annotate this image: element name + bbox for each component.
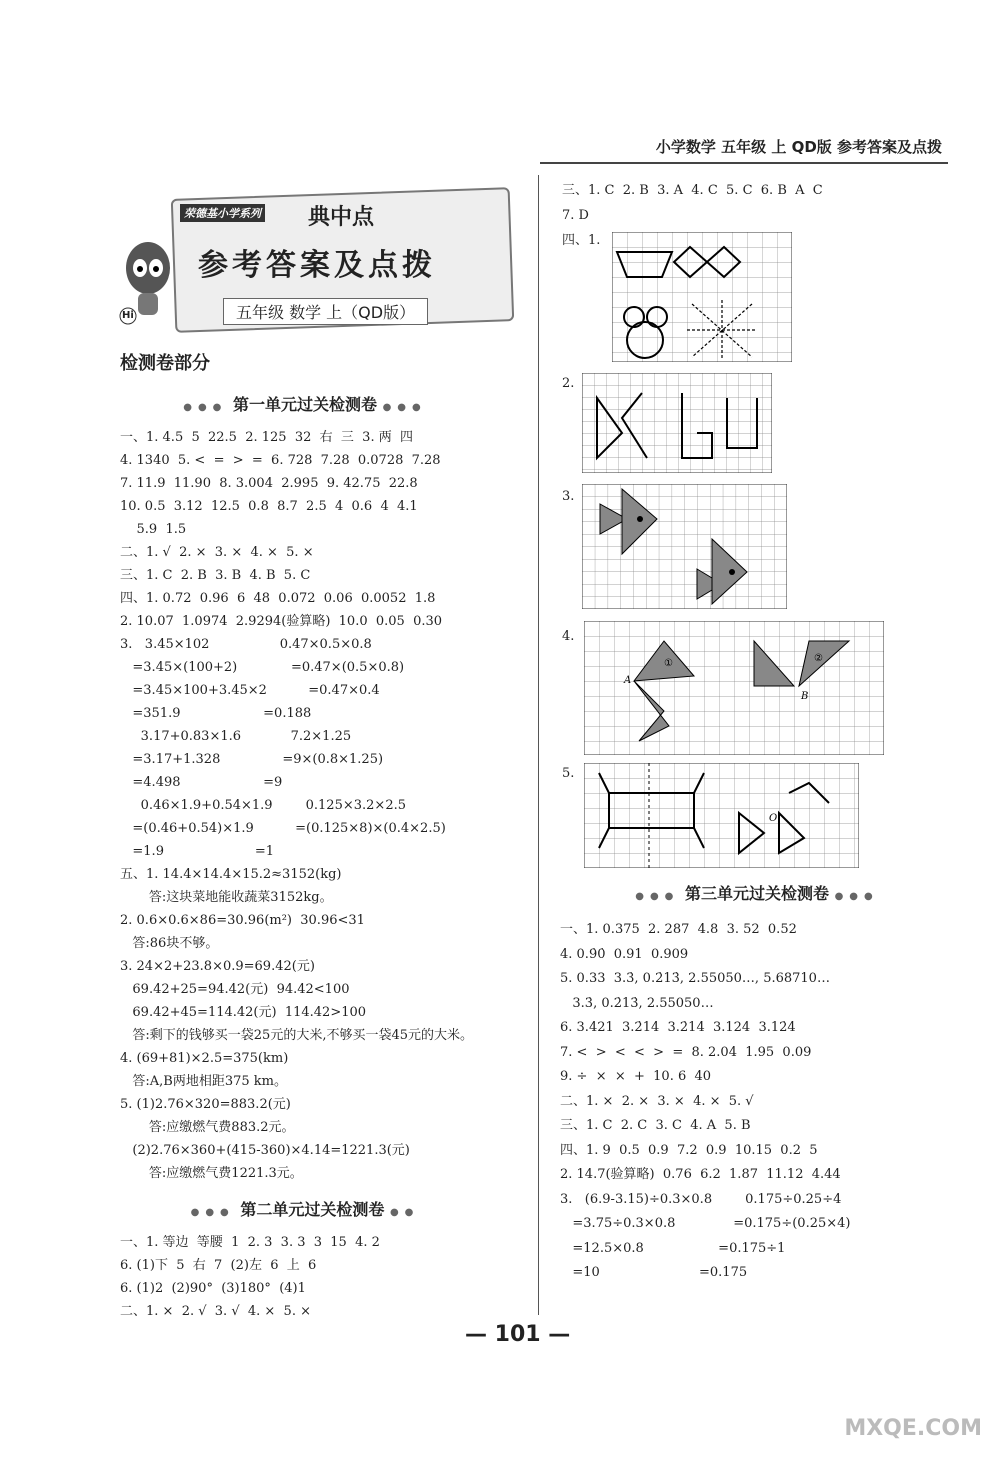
figure-2: [582, 373, 772, 473]
unit1-answers: [120, 426, 520, 1185]
banner-title: 参考答案及点拨: [198, 248, 436, 283]
answer-line: (2)2.76×360+(415-360)×4.14=1221.3(元): [120, 1143, 410, 1158]
answer-line: 五、1. 14.4×14.4×15.2≈3152(kg): [120, 867, 342, 882]
banner: [118, 188, 518, 338]
answer-line: =3.17+1.328 =9×(0.8×1.25): [120, 752, 384, 767]
answer-line: 6. 3.421 3.2̇14̇ 3.2̇14̇ 3.124 3.12̇4̇: [560, 1020, 796, 1035]
unit3-title: [592, 882, 922, 908]
fig1-label: 四、1.: [562, 233, 601, 248]
answer-line: 四、1. 0.72 0.96 6 48 0.072 0.06 0.0052 1.8: [120, 591, 436, 606]
answer-line: =10 =0.175: [560, 1265, 748, 1280]
answer-line: =3.75÷0.3×0.8 =0.175÷(0.25×4): [560, 1216, 851, 1231]
dots-icon: ●●●: [190, 1207, 235, 1218]
answer-line: 二、1. × 2. √ 3. √ 4. × 5. ×: [120, 1304, 311, 1319]
fig5-label: 5.: [562, 766, 575, 781]
answer-line: 5. 0.33 3.3̇, 0.2̇13̇, 2.55050…, 5.68710…: [560, 971, 830, 986]
answer-line: 4. 1340 5. < = > = 6. 728 7.28 0.0728 7.28: [120, 453, 441, 468]
answer-line: =(0.46+0.54)×1.9 =(0.125×8)×(0.4×2.5): [120, 821, 446, 836]
answer-line: 一、1. 等边 等腰 1 2. 3 3. 3 3 15 4. 2: [120, 1235, 380, 1250]
answer-line: 答:剩下的钱够买一袋25元的大米,不够买一袋45元的大米。: [120, 1028, 473, 1043]
shape-1-label: ①: [664, 658, 673, 669]
fig2-label: 2.: [562, 376, 575, 391]
unit2-title: [140, 1198, 470, 1224]
answer-line: 7. < > < < > = 8. 2.04 1.95 0.09: [560, 1044, 812, 1060]
answer-line: =1.9 =1: [120, 844, 275, 859]
answer-line: 三、1. C 2. B 3. A 4. C 5. C 6. B A C: [562, 183, 823, 198]
answer-line: 6. (1)下 5 右 7 (2)左 6 上 6: [120, 1258, 317, 1273]
figure-5: [584, 763, 859, 868]
answer-line: 一、1. 0.375 2. 287 4.8 3. 52 0.52: [560, 922, 797, 937]
answer-line: 0.46×1.9+0.54×1.9 0.125×3.2×2.5: [120, 798, 406, 813]
answer-line: 6. (1)2 (2)90° (3)180° (4)1: [120, 1281, 306, 1296]
dots-icon: ●●●: [834, 891, 879, 902]
answer-line: 3.3̇, 0.2̇13̇, 2.55050…: [560, 995, 714, 1011]
page-number: — 101 —: [465, 1322, 571, 1347]
unit2-answers: [120, 1231, 520, 1323]
point-a-label: A: [624, 675, 632, 686]
answer-line: 3.17+0.83×1.6 7.2×1.25: [120, 729, 352, 744]
answer-line: 9. ÷ × × + 10. 6 40: [560, 1069, 712, 1084]
dots-icon: ●●●: [635, 891, 680, 902]
answer-line: 二、1. √ 2. × 3. × 4. × 5. ×: [120, 545, 314, 560]
answer-line: =351.9 =0.188: [120, 706, 312, 721]
answer-line: 答:应缴燃气费883.2元。: [120, 1120, 295, 1135]
point-o-label: O: [769, 813, 778, 824]
answer-line: 69.42+45=114.42(元) 114.42>100: [120, 1005, 367, 1020]
answer-line: 答:86块不够。: [120, 936, 219, 951]
answer-line: 2. 14.7(验算略) 0.76 6.2 1.87 11.12 4.44: [560, 1167, 841, 1182]
header-rule: [540, 162, 948, 164]
point-b-label: B: [801, 691, 809, 702]
answer-line: 一、1. 4.5 5 22.5 2. 125 32 右 三 3. 两 四: [120, 430, 413, 445]
answer-line: 3. 24×2+23.8×0.9=69.42(元): [120, 959, 315, 974]
unit3-title-text: 第三单元过关检测卷: [684, 884, 829, 903]
answer-line: 4. (69+81)×2.5=375(km): [120, 1051, 289, 1066]
answer-line: 10. 0.5 3.12 12.5 0.8 8.7 2.5 4 0.6 4 4.1: [120, 499, 418, 514]
unit2-title-text: 第二单元过关检测卷: [240, 1200, 385, 1219]
unit1-title-text: 第一单元过关检测卷: [232, 395, 377, 414]
answer-line: 答:A,B两地相距375 km。: [120, 1074, 288, 1089]
series-label: 典中点: [308, 204, 375, 230]
answer-line: 三、1. C 2. B 3. B 4. B 5. C: [120, 568, 311, 583]
mascot-text: Hi: [122, 310, 134, 321]
fig4-label: 4.: [562, 629, 575, 644]
answer-line: 三、1. C 2. C 3. C 4. A 5. B: [560, 1118, 751, 1133]
banner-subtitle: 五年级 数学 上（QD版）: [223, 298, 428, 325]
answer-line: =12.5×0.8 =0.175÷1: [560, 1240, 786, 1256]
answer-line: 2. 0.6×0.6×86=30.96(m²) 30.96<31: [120, 913, 365, 928]
unit3-answers: [560, 918, 940, 1286]
answer-line: 7. 11.9 11.90 8. 3.004 2.995 9. 42.75 22.8: [120, 476, 418, 491]
answer-line: 3. (6.9-3.15)÷0.3×0.8 0.175÷0.25÷4: [560, 1191, 842, 1207]
answer-line: =4.498 =9: [120, 775, 283, 790]
answer-line: 二、1. × 2. × 3. × 4. × 5. √: [560, 1093, 754, 1109]
answer-line: =3.45×100+3.45×2 =0.47×0.4: [120, 683, 380, 698]
page-header: 小学数学 五年级 上 QD版 参考答案及点拨: [655, 138, 942, 156]
unit1-title: [140, 393, 470, 419]
column-divider: [538, 175, 539, 1315]
answer-line: 5. (1)2.76×320=883.2(元): [120, 1097, 291, 1112]
answer-line: 2. 10.07 1.0974 2.9294(验算略) 10.0 0.05 0.30: [120, 614, 443, 629]
shape-2-label: ②: [814, 653, 823, 664]
dots-icon: ●●●: [183, 402, 228, 413]
answer-line: =3.45×(100+2) =0.47×(0.5×0.8): [120, 660, 405, 675]
answer-line: 4. 0.9̇0̇ 0.91 0.909: [560, 946, 689, 962]
answer-line: 答:应缴燃气费1221.3元。: [120, 1166, 303, 1181]
answer-line: 3. 3.45×102 0.47×0.5×0.8: [120, 637, 372, 652]
answer-line: 答:这块菜地能收蔬菜3152kg。: [120, 890, 333, 905]
answer-line: 四、1. 9 0.5 0.9 7.2 0.9 10.15 0.2 5: [560, 1142, 818, 1158]
section-title: 检测卷部分: [120, 353, 210, 374]
dots-icon: ●●: [389, 1207, 420, 1218]
figure-4: [584, 621, 884, 755]
brand-label: 荣德基小学系列: [180, 204, 265, 222]
answer-line: 69.42+25=94.42(元) 94.42<100: [120, 982, 350, 997]
answer-line: 5.9 1.5: [120, 522, 187, 537]
watermark: MXQE.COM: [844, 1416, 982, 1441]
figure-3: [582, 484, 787, 609]
unit2-continued: [562, 178, 942, 228]
dots-icon: ●●●: [382, 402, 427, 413]
fig3-label: 3.: [562, 489, 575, 504]
figure-1: [612, 232, 792, 362]
answer-line: 7. D: [562, 208, 589, 223]
